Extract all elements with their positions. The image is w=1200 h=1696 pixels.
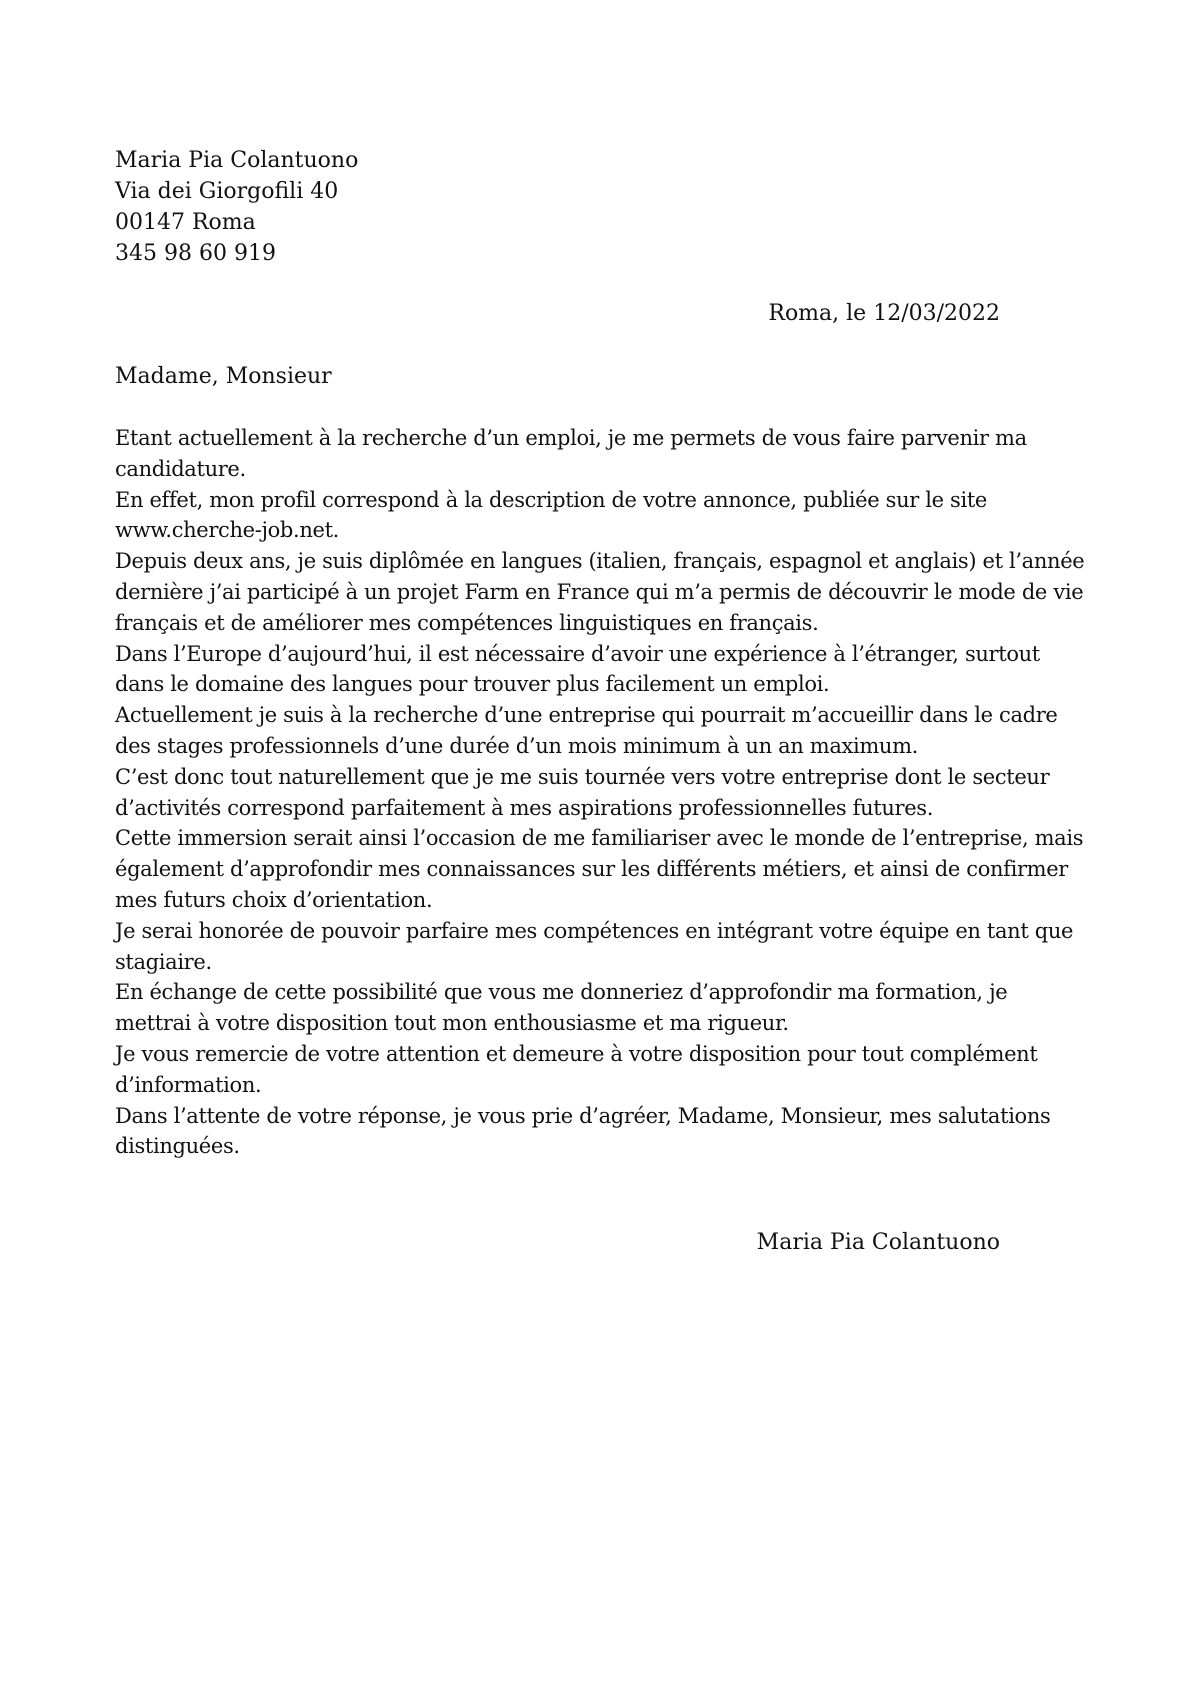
sender-block (115, 145, 358, 269)
paragraph: Etant actuellement à la recherche d’un emploi, je me permets de vous faire parvenir ma candidature. (115, 426, 1027, 481)
signature: Maria Pia Colantuono (756, 1230, 1000, 1255)
paragraph: C’est donc tout naturellement que je me suis tournée vers votre entreprise dont le secteur d’activités correspond parfaitement à mes aspirations professionnelles futures. (115, 764, 1050, 820)
paragraph: Je vous remercie de votre attention et demeure à votre disposition pour tout complément d’information. (115, 1041, 1038, 1097)
sender-name: Maria Pia Colantuono (115, 148, 359, 173)
sender-phone: 345 98 60 919 (115, 241, 276, 266)
paragraph: Dans l’Europe d’aujourd’hui, il est nécessaire d’avoir une expérience à l’étranger, surtout dans le domaine des langues pour trouver plus facilement un emploi. (115, 641, 1040, 697)
letter-body (115, 423, 1085, 1162)
paragraph: En effet, mon profil correspond à la description de votre annonce, publiée sur le site www.cherche-job.net. (115, 487, 987, 543)
paragraph: Cette immersion serait ainsi l’occasion de me familiariser avec le monde de l’entreprise, mais également d’approfondir mes connaissances sur les différents métiers, et ainsi de confirmer mes futurs choix d’orientation. (115, 826, 1084, 912)
paragraph: Actuellement je suis à la recherche d’une entreprise qui pourrait m’accueillir dans le cadre des stages professionnels d’une durée d’un mois minimum à un an maximum. (115, 703, 1058, 758)
paragraph: Depuis deux ans, je suis diplômée en langues (italien, français, espagnol et anglais) et l’année dernière j’ai participé à un projet Farm en France qui m’a permis de découvrir le mode de vie français et de améliorer mes compétences linguistiques en français. (115, 549, 1085, 635)
salutation: Madame, Monsieur (115, 364, 332, 389)
date-line: Roma, le 12/03/2022 (768, 301, 1000, 326)
paragraph: Dans l’attente de votre réponse, je vous prie d’agréer, Madame, Monsieur, mes salutations distinguées. (115, 1103, 1051, 1159)
paragraph: Je serai honorée de pouvoir parfaire mes compétences en intégrant votre équipe en tant que stagiaire. (115, 918, 1074, 974)
sender-street: Via dei Giorgofili 40 (115, 179, 339, 204)
sender-city: 00147 Roma (115, 210, 256, 235)
paragraph: En échange de cette possibilité que vous me donneriez d’approfondir ma formation, je mettrai à votre disposition tout mon enthousiasme et ma rigueur. (115, 980, 1008, 1036)
